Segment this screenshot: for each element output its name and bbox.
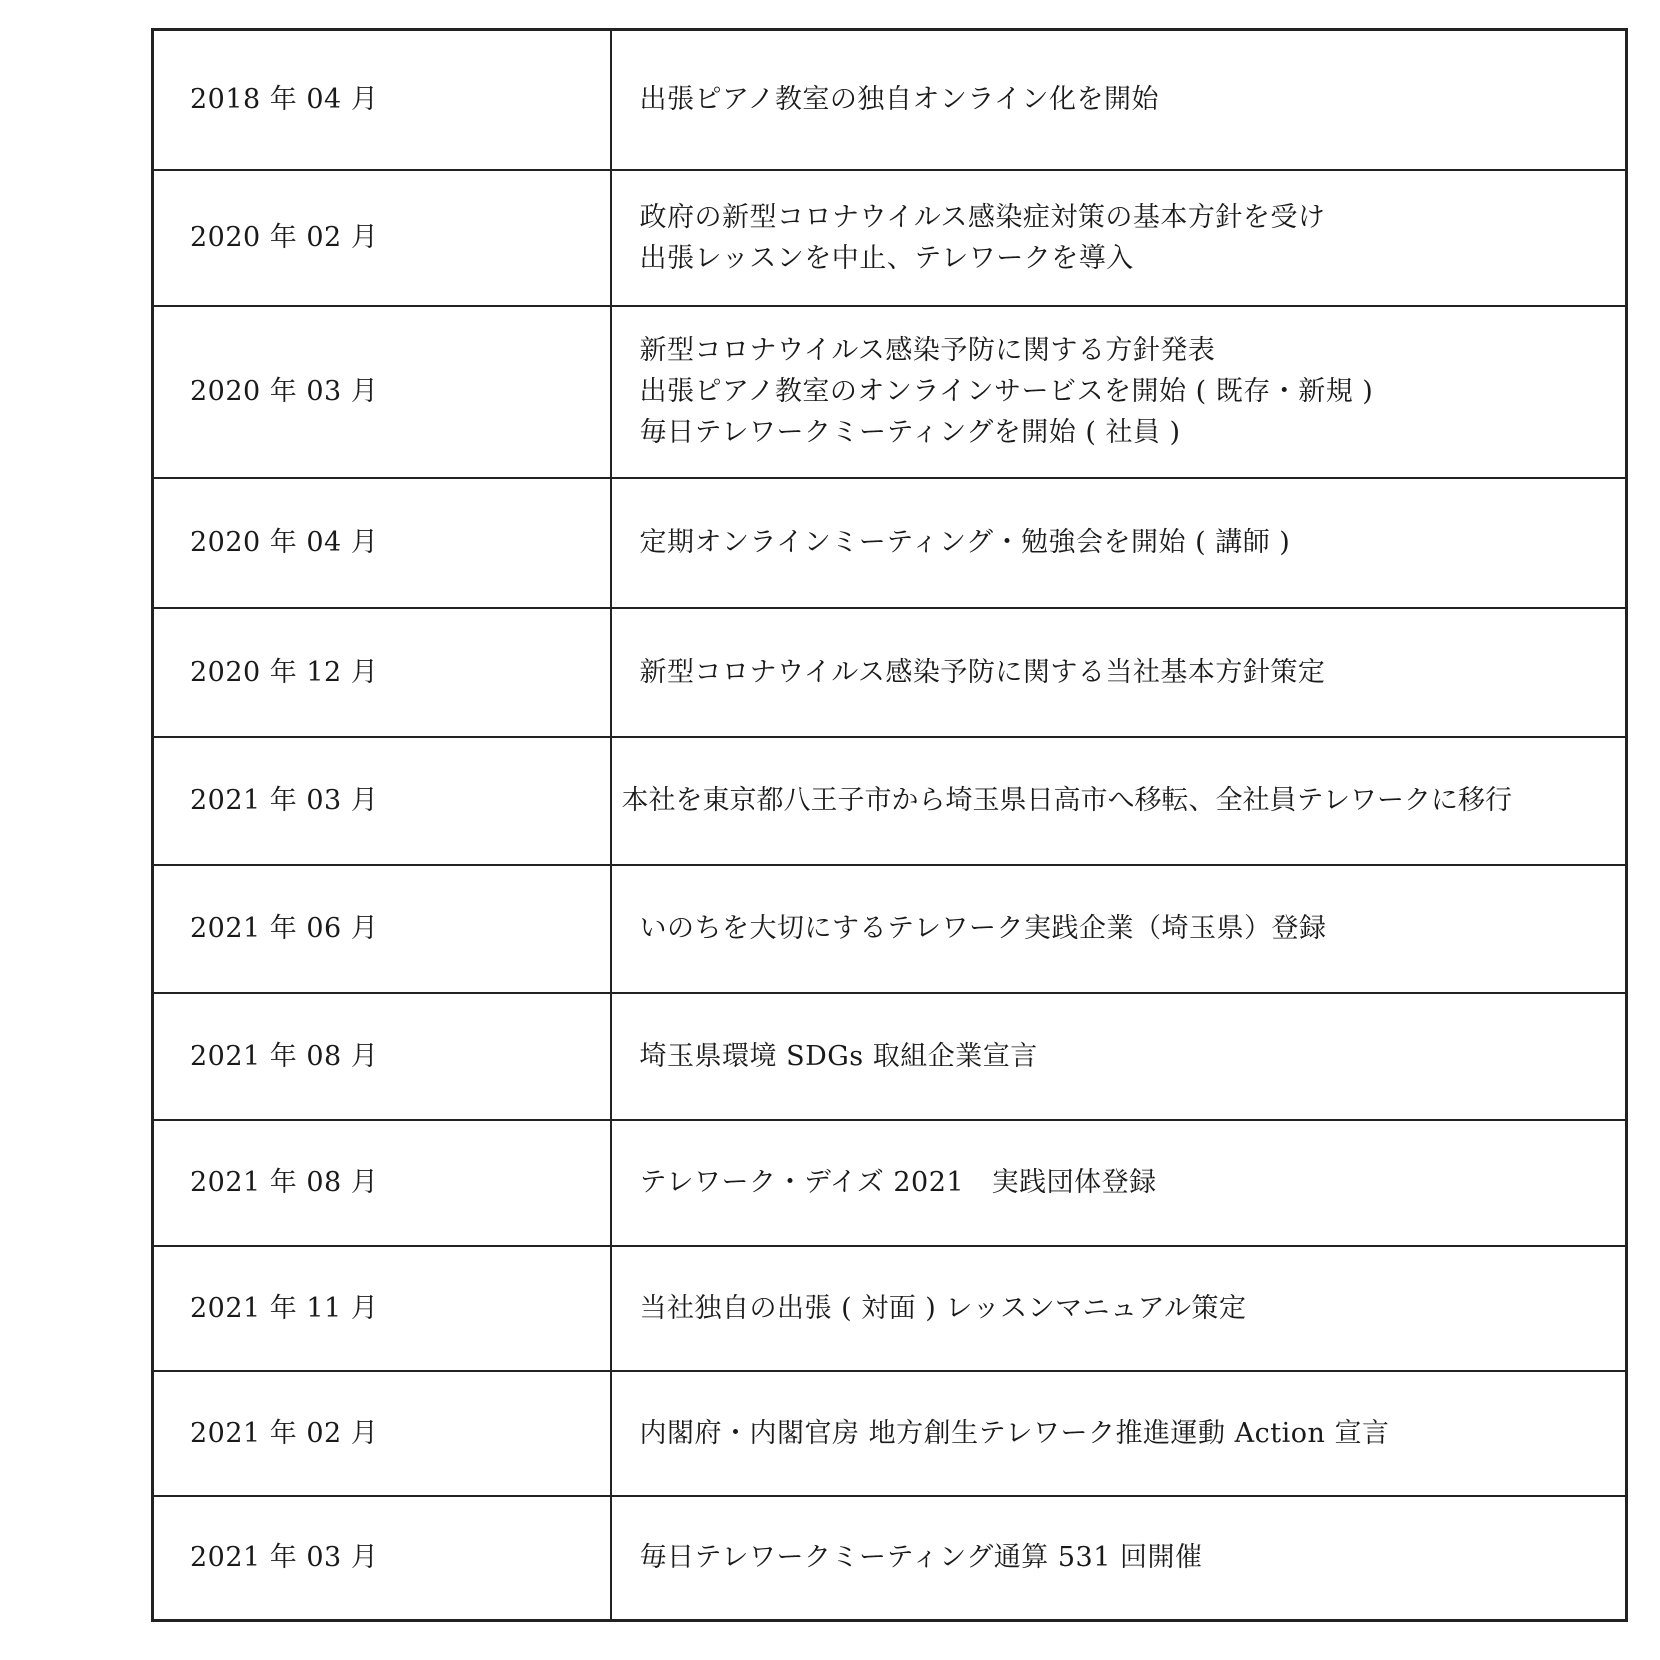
row-event [611, 1246, 1627, 1371]
table-row [153, 306, 1627, 478]
row-event [611, 1120, 1627, 1246]
event-line: 内閣府・内閣官房 地方創生テレワーク推進運動 Action 宣言 [639, 1417, 1390, 1449]
history-table [151, 28, 1628, 1622]
event-line: 新型コロナウイルス感染予防に関する当社基本方針策定 [639, 656, 1326, 688]
event-line: 出張ピアノ教室の独自オンライン化を開始 [639, 84, 1160, 116]
event-line: いのちを大切にするテレワーク実践企業（埼玉県）登録 [639, 913, 1327, 944]
table-row [153, 1371, 1627, 1496]
table-row [153, 737, 1627, 865]
event-line: 毎日テレワークミーティング通算 531 回開催 [639, 1542, 1203, 1574]
row-event [611, 608, 1627, 737]
row-event [611, 170, 1627, 306]
event-line: 新型コロナウイルス感染予防に関する方針発表 [639, 335, 1216, 366]
event-line: 出張ピアノ教室のオンラインサービスを開始 ( 既存・新規 ) [639, 376, 1374, 407]
event-line: 埼玉県環境 SDGs 取組企業宣言 [639, 1040, 1038, 1072]
row-event [611, 1496, 1627, 1621]
event-line: 定期オンラインミーティング・勉強会を開始 ( 講師 ) [639, 527, 1291, 558]
row-date: 2021 年 08 月 [153, 993, 611, 1120]
event-line: テレワーク・デイズ 2021 実践団体登録 [639, 1167, 1157, 1198]
event-line: 本社を東京都八王子市から埼玉県日高市へ移転、全社員テレワークに移行 [621, 785, 1512, 816]
row-date: 2020 年 04 月 [153, 478, 611, 608]
row-date: 2021 年 02 月 [153, 1371, 611, 1496]
event-line: 政府の新型コロナウイルス感染症対策の基本方針を受け [639, 201, 1326, 233]
event-line: 毎日テレワークミーティングを開始 ( 社員 ) [639, 417, 1181, 448]
table-row [153, 1246, 1627, 1371]
table-row [153, 865, 1627, 993]
row-date: 2021 年 06 月 [153, 865, 611, 993]
row-date: 2020 年 12 月 [153, 608, 611, 737]
event-line: 出張レッスンを中止、テレワークを導入 [639, 242, 1134, 274]
row-event [611, 865, 1627, 993]
table-row [153, 170, 1627, 306]
table-row [153, 1496, 1627, 1621]
row-date: 2021 年 03 月 [153, 1496, 611, 1621]
row-date: 2018 年 04 月 [153, 30, 611, 170]
row-date: 2021 年 11 月 [153, 1246, 611, 1371]
row-date: 2020 年 02 月 [153, 170, 611, 306]
row-event [611, 306, 1627, 478]
row-event [611, 478, 1627, 608]
table-row [153, 993, 1627, 1120]
row-date: 2020 年 03 月 [153, 306, 611, 478]
row-event [611, 1371, 1627, 1496]
row-date: 2021 年 03 月 [153, 737, 611, 865]
row-event [611, 737, 1627, 865]
row-event [611, 993, 1627, 1120]
table-row [153, 1120, 1627, 1246]
table-row [153, 478, 1627, 608]
event-line: 当社独自の出張 ( 対面 ) レッスンマニュアル策定 [639, 1292, 1247, 1324]
table-row [153, 608, 1627, 737]
row-event [611, 30, 1627, 170]
table-row [153, 30, 1627, 170]
row-date: 2021 年 08 月 [153, 1120, 611, 1246]
